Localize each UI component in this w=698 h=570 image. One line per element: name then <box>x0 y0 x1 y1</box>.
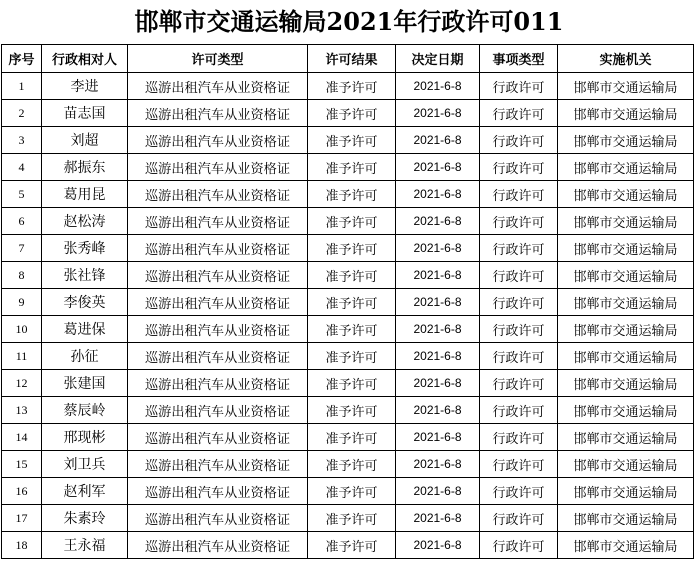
decision-date: 2021-6-8 <box>396 154 480 181</box>
permit-result: 准予许可 <box>308 289 396 316</box>
implementing-authority: 邯郸市交通运输局 <box>558 316 694 343</box>
table-row <box>2 451 694 478</box>
decision-date: 2021-6-8 <box>396 397 480 424</box>
row-index: 16 <box>2 478 42 505</box>
row-index: 12 <box>2 370 42 397</box>
permit-type: 巡游出租汽车从业资格证 <box>128 424 308 451</box>
item-type: 行政许可 <box>480 100 558 127</box>
row-index: 6 <box>2 208 42 235</box>
implementing-authority: 邯郸市交通运输局 <box>558 343 694 370</box>
table-row <box>2 478 694 505</box>
permit-result: 准予许可 <box>308 208 396 235</box>
implementing-authority: 邯郸市交通运输局 <box>558 478 694 505</box>
implementing-authority: 邯郸市交通运输局 <box>558 154 694 181</box>
row-index: 5 <box>2 181 42 208</box>
item-type: 行政许可 <box>480 316 558 343</box>
permit-result: 准予许可 <box>308 127 396 154</box>
implementing-authority: 邯郸市交通运输局 <box>558 505 694 532</box>
decision-date: 2021-6-8 <box>396 208 480 235</box>
row-index: 13 <box>2 397 42 424</box>
implementing-authority: 邯郸市交通运输局 <box>558 424 694 451</box>
permit-type: 巡游出租汽车从业资格证 <box>128 316 308 343</box>
item-type: 行政许可 <box>480 478 558 505</box>
permit-type: 巡游出租汽车从业资格证 <box>128 154 308 181</box>
counterparty-name: 刘卫兵 <box>42 451 128 478</box>
counterparty-name: 张社锋 <box>42 262 128 289</box>
row-index: 4 <box>2 154 42 181</box>
table-header-row <box>2 45 694 73</box>
item-type: 行政许可 <box>480 181 558 208</box>
decision-date: 2021-6-8 <box>396 100 480 127</box>
implementing-authority: 邯郸市交通运输局 <box>558 397 694 424</box>
counterparty-name: 赵松涛 <box>42 208 128 235</box>
table-row <box>2 181 694 208</box>
permit-type: 巡游出租汽车从业资格证 <box>128 532 308 559</box>
table-row <box>2 262 694 289</box>
decision-date: 2021-6-8 <box>396 343 480 370</box>
permit-type: 巡游出租汽车从业资格证 <box>128 73 308 100</box>
table-row <box>2 208 694 235</box>
decision-date: 2021-6-8 <box>396 370 480 397</box>
counterparty-name: 朱素玲 <box>42 505 128 532</box>
decision-date: 2021-6-8 <box>396 424 480 451</box>
implementing-authority: 邯郸市交通运输局 <box>558 532 694 559</box>
permit-result: 准予许可 <box>308 235 396 262</box>
permit-type: 巡游出租汽车从业资格证 <box>128 478 308 505</box>
implementing-authority: 邯郸市交通运输局 <box>558 100 694 127</box>
permit-type: 巡游出租汽车从业资格证 <box>128 181 308 208</box>
counterparty-name: 葛用昆 <box>42 181 128 208</box>
item-type: 行政许可 <box>480 208 558 235</box>
decision-date: 2021-6-8 <box>396 181 480 208</box>
counterparty-name: 王永福 <box>42 532 128 559</box>
decision-date: 2021-6-8 <box>396 289 480 316</box>
table-row <box>2 505 694 532</box>
table-row <box>2 235 694 262</box>
item-type: 行政许可 <box>480 154 558 181</box>
item-type: 行政许可 <box>480 370 558 397</box>
item-type: 行政许可 <box>480 505 558 532</box>
permit-result: 准予许可 <box>308 532 396 559</box>
item-type: 行政许可 <box>480 73 558 100</box>
permit-result: 准予许可 <box>308 154 396 181</box>
permit-result: 准予许可 <box>308 343 396 370</box>
row-index: 2 <box>2 100 42 127</box>
column-header-result: 许可结果 <box>308 45 396 73</box>
table-row <box>2 100 694 127</box>
column-header-permit-type: 许可类型 <box>128 45 308 73</box>
row-index: 17 <box>2 505 42 532</box>
permit-result: 准予许可 <box>308 73 396 100</box>
item-type: 行政许可 <box>480 262 558 289</box>
table-row <box>2 316 694 343</box>
row-index: 3 <box>2 127 42 154</box>
table-row <box>2 397 694 424</box>
permit-result: 准予许可 <box>308 424 396 451</box>
permit-type: 巡游出租汽车从业资格证 <box>128 343 308 370</box>
permit-type: 巡游出租汽车从业资格证 <box>128 370 308 397</box>
item-type: 行政许可 <box>480 532 558 559</box>
counterparty-name: 郝振东 <box>42 154 128 181</box>
permit-type: 巡游出租汽车从业资格证 <box>128 451 308 478</box>
implementing-authority: 邯郸市交通运输局 <box>558 181 694 208</box>
permit-result: 准予许可 <box>308 478 396 505</box>
table-row <box>2 370 694 397</box>
item-type: 行政许可 <box>480 397 558 424</box>
permit-type: 巡游出租汽车从业资格证 <box>128 262 308 289</box>
permit-type: 巡游出租汽车从业资格证 <box>128 505 308 532</box>
permit-type: 巡游出租汽车从业资格证 <box>128 100 308 127</box>
column-header-index: 序号 <box>2 45 42 73</box>
row-index: 8 <box>2 262 42 289</box>
table-row <box>2 154 694 181</box>
row-index: 7 <box>2 235 42 262</box>
column-header-date: 决定日期 <box>396 45 480 73</box>
decision-date: 2021-6-8 <box>396 478 480 505</box>
table-row <box>2 343 694 370</box>
counterparty-name: 刘超 <box>42 127 128 154</box>
item-type: 行政许可 <box>480 424 558 451</box>
item-type: 行政许可 <box>480 289 558 316</box>
row-index: 18 <box>2 532 42 559</box>
permit-result: 准予许可 <box>308 262 396 289</box>
permit-result: 准予许可 <box>308 316 396 343</box>
implementing-authority: 邯郸市交通运输局 <box>558 451 694 478</box>
permit-table <box>1 44 694 559</box>
counterparty-name: 赵利军 <box>42 478 128 505</box>
permit-result: 准予许可 <box>308 451 396 478</box>
counterparty-name: 李俊英 <box>42 289 128 316</box>
permit-result: 准予许可 <box>308 505 396 532</box>
table-row <box>2 424 694 451</box>
counterparty-name: 葛进保 <box>42 316 128 343</box>
table-row <box>2 289 694 316</box>
implementing-authority: 邯郸市交通运输局 <box>558 262 694 289</box>
decision-date: 2021-6-8 <box>396 235 480 262</box>
counterparty-name: 苗志国 <box>42 100 128 127</box>
decision-date: 2021-6-8 <box>396 73 480 100</box>
counterparty-name: 邢现彬 <box>42 424 128 451</box>
permit-type: 巡游出租汽车从业资格证 <box>128 397 308 424</box>
row-index: 10 <box>2 316 42 343</box>
document-title: 邯郸市交通运输局2021年行政许可011 <box>134 7 564 36</box>
permit-result: 准予许可 <box>308 370 396 397</box>
implementing-authority: 邯郸市交通运输局 <box>558 370 694 397</box>
permit-result: 准予许可 <box>308 100 396 127</box>
table-row <box>2 532 694 559</box>
column-header-authority: 实施机关 <box>558 45 694 73</box>
column-header-item-type: 事项类型 <box>480 45 558 73</box>
permit-type: 巡游出租汽车从业资格证 <box>128 208 308 235</box>
item-type: 行政许可 <box>480 235 558 262</box>
permit-type: 巡游出租汽车从业资格证 <box>128 235 308 262</box>
implementing-authority: 邯郸市交通运输局 <box>558 73 694 100</box>
counterparty-name: 李进 <box>42 73 128 100</box>
decision-date: 2021-6-8 <box>396 505 480 532</box>
permit-result: 准予许可 <box>308 397 396 424</box>
column-header-counterparty: 行政相对人 <box>42 45 128 73</box>
table-body <box>2 73 694 559</box>
counterparty-name: 孙征 <box>42 343 128 370</box>
table-row <box>2 127 694 154</box>
implementing-authority: 邯郸市交通运输局 <box>558 235 694 262</box>
implementing-authority: 邯郸市交通运输局 <box>558 208 694 235</box>
implementing-authority: 邯郸市交通运输局 <box>558 289 694 316</box>
permit-type: 巡游出租汽车从业资格证 <box>128 127 308 154</box>
permit-type: 巡游出租汽车从业资格证 <box>128 289 308 316</box>
decision-date: 2021-6-8 <box>396 532 480 559</box>
table-row <box>2 73 694 100</box>
row-index: 14 <box>2 424 42 451</box>
row-index: 9 <box>2 289 42 316</box>
row-index: 15 <box>2 451 42 478</box>
counterparty-name: 蔡辰岭 <box>42 397 128 424</box>
decision-date: 2021-6-8 <box>396 127 480 154</box>
counterparty-name: 张秀峰 <box>42 235 128 262</box>
decision-date: 2021-6-8 <box>396 451 480 478</box>
row-index: 11 <box>2 343 42 370</box>
counterparty-name: 张建国 <box>42 370 128 397</box>
item-type: 行政许可 <box>480 127 558 154</box>
item-type: 行政许可 <box>480 343 558 370</box>
implementing-authority: 邯郸市交通运输局 <box>558 127 694 154</box>
decision-date: 2021-6-8 <box>396 262 480 289</box>
permit-result: 准予许可 <box>308 181 396 208</box>
row-index: 1 <box>2 73 42 100</box>
item-type: 行政许可 <box>480 451 558 478</box>
decision-date: 2021-6-8 <box>396 316 480 343</box>
